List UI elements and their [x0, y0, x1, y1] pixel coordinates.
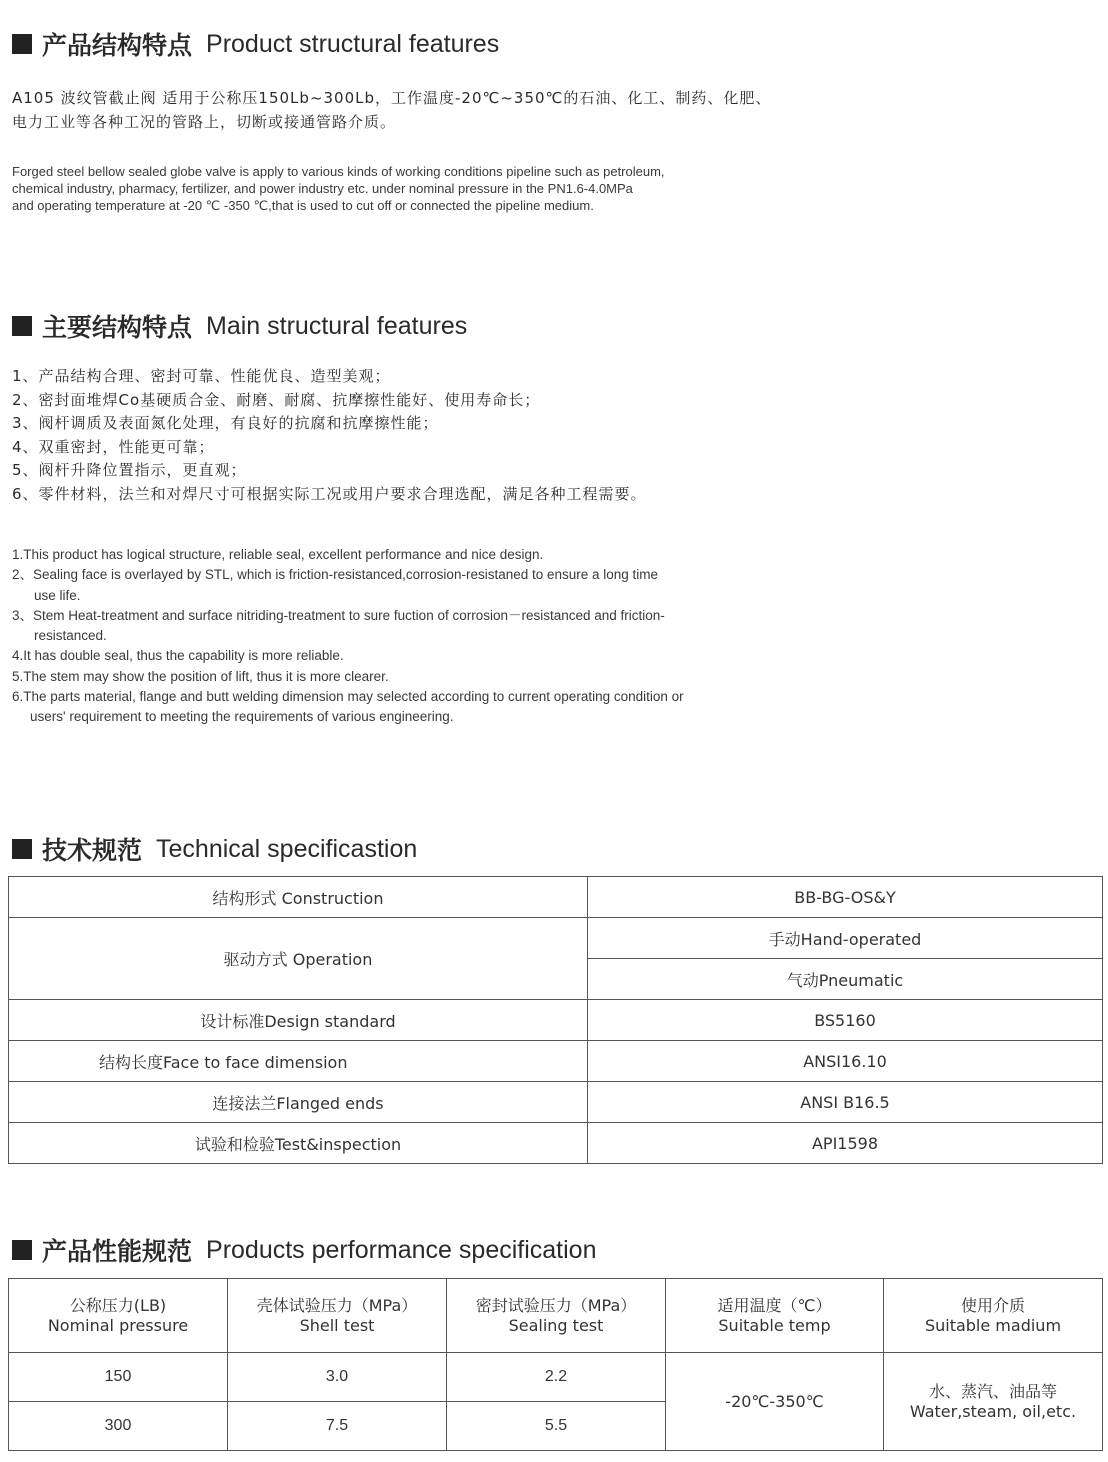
cn-line: 电力工业等各种工况的管路上，切断或接通管路介质。: [12, 113, 397, 131]
list-item: 4、双重密封，性能更可靠；: [12, 437, 215, 456]
square-bullet-icon: [12, 316, 32, 336]
shell-cell: 3.0: [228, 1353, 447, 1402]
en-line: chemical industry, pharmacy, fertilizer, and power industry etc. under nominal pressure in the PN1.6-4.0MPa: [12, 181, 633, 196]
medium-cell: [884, 1353, 1103, 1451]
operation-value-hand: 手动Hand-operated: [588, 918, 1103, 959]
list-item-continuation: users' requirement to meeting the requirements of various engineering.: [30, 709, 454, 725]
heading-cn: 技术规范: [42, 836, 143, 865]
medium-cn: 水、蒸汽、油品等: [928, 1381, 1057, 1401]
main-features-heading: [12, 308, 467, 344]
operation-label: 驱动方式 Operation: [9, 918, 588, 1000]
header-en: Suitable temp: [718, 1315, 831, 1335]
table-row: [9, 1041, 1103, 1082]
header-nominal-pressure: [9, 1279, 228, 1353]
face-to-face-value: ANSI16.10: [588, 1041, 1103, 1082]
flanged-ends-value: ANSI B16.5: [588, 1082, 1103, 1123]
cn-line: A105 波纹管截止阀 适用于公称压150Lb~300Lb，工作温度-20℃~350℃的石油、化工、制药、化肥、: [12, 89, 772, 107]
header-en: Nominal pressure: [47, 1315, 189, 1335]
list-item: 6.The parts material, flange and butt welding dimension may selected according to current operating condition or: [12, 689, 684, 705]
list-item-continuation: use life.: [34, 587, 81, 603]
construction-value: BB-BG-OS&Y: [588, 877, 1103, 918]
header-sealing-test: [447, 1279, 666, 1353]
header-cn: 适用温度（℃）: [717, 1295, 832, 1315]
heading-cn: 产品性能规范: [42, 1237, 193, 1266]
test-inspection-value: API1598: [588, 1123, 1103, 1164]
heading-en: Main structural features: [206, 311, 468, 340]
list-item: 6、零件材料，法兰和对焊尺寸可根据实际工况或用户要求合理选配，满足各种工程需要。: [12, 484, 647, 503]
header-en: Suitable madium: [924, 1315, 1062, 1335]
table-row: [9, 918, 1103, 959]
heading-cn: 产品结构特点: [42, 31, 193, 60]
shell-cell: 7.5: [228, 1402, 447, 1451]
table-row: [9, 1123, 1103, 1164]
list-item: 3、Stem Heat-treatment and surface nitriding-treatment to sure fuction of corrosion－resistanced and friction-: [12, 607, 665, 623]
header-cn: 使用介质: [960, 1295, 1025, 1315]
design-standard-value: BS5160: [588, 1000, 1103, 1041]
list-item: 2、密封面堆焊Co基硬质合金、耐磨、耐腐、抗摩擦性能好、使用寿命长；: [12, 390, 541, 409]
nominal-cell: 300: [9, 1402, 228, 1451]
header-cn: 公称压力(LB): [69, 1295, 167, 1315]
product-features-en: [12, 163, 665, 214]
performance-table: [8, 1278, 1103, 1451]
header-suitable-medium: [884, 1279, 1103, 1353]
header-suitable-temp: [666, 1279, 884, 1353]
header-cn: 密封试验压力（MPa）: [475, 1295, 637, 1315]
main-features-cn-list: [12, 365, 647, 506]
list-item: 3、阀杆调质及表面氮化处理，有良好的抗腐和抗摩擦性能；: [12, 414, 439, 432]
flanged-ends-label: 连接法兰Flanged ends: [9, 1082, 588, 1123]
heading-en: Technical specificastion: [156, 834, 418, 863]
heading-en: Product structural features: [206, 29, 500, 58]
tech-spec-table: [8, 876, 1103, 1164]
header-cn: 壳体试验压力（MPa）: [256, 1295, 418, 1315]
construction-label: 结构形式 Construction: [9, 877, 588, 918]
table-header-row: [9, 1279, 1103, 1353]
nominal-cell: 150: [9, 1353, 228, 1402]
square-bullet-icon: [12, 34, 32, 54]
performance-heading: [12, 1232, 596, 1268]
table-row: [9, 1082, 1103, 1123]
list-item: 1.This product has logical structure, reliable seal, excellent performance and nice design.: [12, 547, 544, 562]
sealing-cell: 5.5: [447, 1402, 666, 1451]
header-en: Shell test: [299, 1315, 375, 1335]
header-shell-test: [228, 1279, 447, 1353]
heading-cn: 主要结构特点: [42, 313, 193, 342]
face-to-face-label: 结构长度Face to face dimension: [9, 1041, 588, 1082]
test-inspection-label: 试验和检验Test&inspection: [9, 1123, 588, 1164]
table-row: [9, 1000, 1103, 1041]
header-en: Sealing test: [508, 1315, 604, 1335]
table-row: [9, 877, 1103, 918]
tech-spec-heading: [12, 831, 417, 867]
main-features-en-list: [12, 545, 684, 728]
list-item: 4.It has double seal, thus the capability is more reliable.: [12, 648, 344, 664]
list-item: 1、产品结构合理、密封可靠、性能优良、造型美观；: [12, 367, 391, 385]
temp-cell: -20℃-350℃: [666, 1353, 884, 1451]
square-bullet-icon: [12, 839, 32, 859]
heading-en: Products performance specification: [206, 1235, 597, 1264]
list-item: 5.The stem may show the position of lift, thus it is more clearer.: [12, 668, 389, 684]
en-line: and operating temperature at -20 ℃ -350 ℃,that is used to cut off or connected the pipeline medium.: [12, 198, 594, 213]
square-bullet-icon: [12, 1240, 32, 1260]
operation-value-pneumatic: 气动Pneumatic: [588, 959, 1103, 1000]
sealing-cell: 2.2: [447, 1353, 666, 1402]
en-line: Forged steel bellow sealed globe valve is apply to various kinds of working conditions pipeline such as petroleum,: [12, 164, 665, 179]
list-item-continuation: resistanced.: [34, 628, 107, 644]
list-item: 5、阀杆升降位置指示，更直观；: [12, 461, 247, 479]
design-standard-label: 设计标准Design standard: [9, 1000, 588, 1041]
list-item: 2、Sealing face is overlayed by STL, which is friction-resistanced,corrosion-resistaned to ensure a long time: [12, 567, 659, 583]
table-row: [9, 1353, 1103, 1402]
product-features-heading: [12, 26, 499, 62]
medium-en: Water,steam, oil,etc.: [909, 1401, 1077, 1421]
product-features-cn: [12, 86, 771, 134]
